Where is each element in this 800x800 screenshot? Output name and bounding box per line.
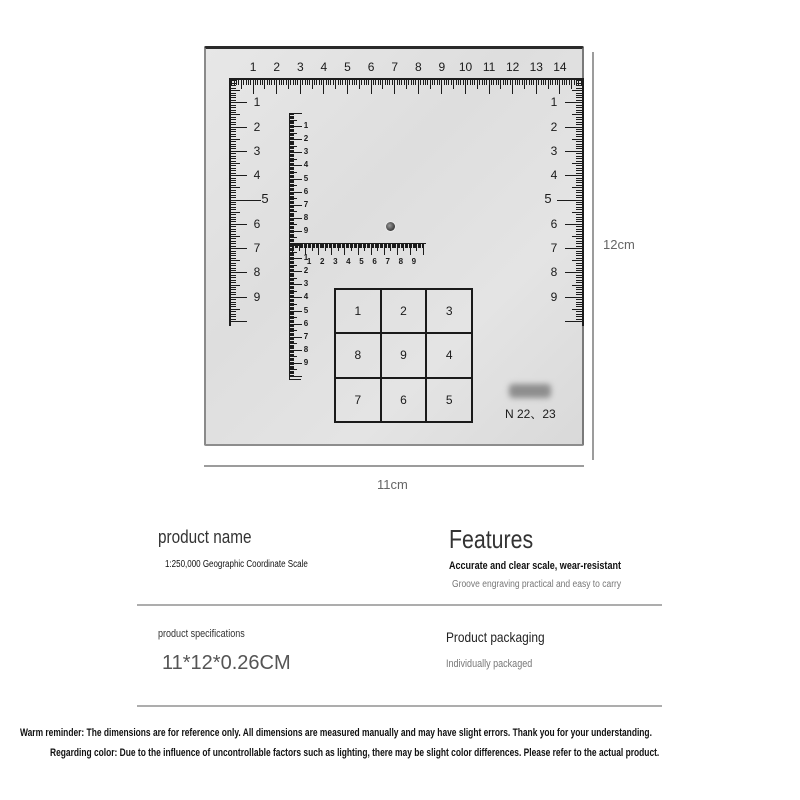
scale-number: 7 — [550, 241, 558, 256]
height-dimension-line — [592, 52, 594, 460]
specifications-value: 11*12*0.26CM — [162, 652, 291, 674]
scale-number: 2 — [303, 134, 309, 144]
scale-number: 4 — [303, 292, 309, 302]
scale-number: 10 — [458, 60, 473, 74]
scale-number: 3 — [303, 279, 309, 289]
packaging-heading: Product packaging — [446, 629, 545, 645]
scale-number: 8 — [253, 265, 261, 280]
feature-line-2: Groove engraving practical and easy to carry — [452, 579, 622, 590]
scale-number: 8 — [303, 344, 309, 354]
scale-number: 1 — [303, 253, 309, 263]
scale-number: 8 — [414, 60, 422, 74]
scale-number: 8 — [550, 265, 558, 280]
scale-number: 1 — [249, 60, 257, 74]
scale-number: 2 — [303, 266, 309, 276]
feature-line-1: Accurate and clear scale, wear-resistant — [449, 560, 621, 572]
scale-number: 3 — [550, 143, 558, 158]
grid-3x3 — [334, 288, 473, 423]
scale-number: 9 — [550, 289, 558, 304]
scale-number: 9 — [303, 225, 309, 235]
scale-number: 2 — [253, 119, 261, 134]
grid-cell: 9 — [381, 333, 427, 377]
scale-number: 7 — [303, 199, 309, 209]
scale-number: 5 — [261, 190, 269, 206]
scale-number: 8 — [398, 257, 404, 266]
scale-number: 7 — [253, 241, 261, 256]
scale-number: 5 — [544, 190, 552, 206]
scale-number: 6 — [550, 216, 558, 231]
product-name-heading: product name — [158, 527, 252, 547]
scale-number: 6 — [253, 216, 261, 231]
scale-number: 14 — [553, 60, 567, 74]
grid-cell: 8 — [335, 333, 381, 377]
scale-number: 12 — [506, 60, 520, 74]
divider — [137, 604, 662, 606]
scale-number: 7 — [391, 60, 399, 74]
packaging-value: Individually packaged — [446, 658, 533, 670]
scale-number: 4 — [303, 160, 309, 170]
width-dimension-line — [204, 465, 584, 467]
scale-number: 5 — [344, 60, 351, 74]
scale-number: 4 — [253, 168, 261, 183]
scale-number: 5 — [359, 257, 364, 266]
grid-cell: 2 — [381, 289, 427, 333]
grid-cell: 1 — [335, 289, 381, 333]
scale-number: 3 — [253, 143, 261, 158]
scale-number: 4 — [346, 257, 351, 266]
scale-number: 11 — [482, 60, 496, 74]
height-dimension-label: 12cm — [603, 237, 635, 252]
grid-cell: 6 — [381, 378, 427, 422]
scale-number: 9 — [411, 257, 417, 266]
scale-number: 1 — [253, 95, 261, 110]
grid-cell: 7 — [335, 378, 381, 422]
scale-number: 3 — [303, 147, 309, 157]
blurred-brand-mark — [509, 384, 551, 398]
scale-number: 6 — [367, 60, 375, 74]
features-heading: Features — [449, 524, 534, 554]
scale-number: 13 — [529, 60, 543, 74]
scale-number: 8 — [303, 212, 309, 222]
scale-number: 1 — [550, 95, 558, 110]
width-dimension-label: 11cm — [377, 477, 408, 492]
scale-number: 5 — [303, 305, 309, 315]
scale-number: 5 — [303, 173, 309, 183]
scale-number: 9 — [303, 357, 309, 367]
scale-number: 9 — [438, 60, 446, 74]
scale-number: 7 — [385, 257, 390, 266]
scale-number: 2 — [319, 257, 325, 266]
scale-number: 6 — [372, 257, 377, 266]
scale-number: 4 — [320, 60, 328, 74]
divider — [137, 705, 662, 707]
scale-number: 6 — [303, 318, 309, 328]
grid-cell: 5 — [426, 378, 472, 422]
grid-cell: 3 — [426, 289, 472, 333]
scale-number: 3 — [296, 60, 304, 74]
color-note-text: Regarding color: Due to the influence of uncontrollable factors such as lighting, there may be slight color differences. Please refer to the actual product. — [50, 747, 660, 759]
warm-reminder-text: Warm reminder: The dimensions are for reference only. All dimensions are measured manually and may have slight errors. Thank you for your understanding. — [20, 727, 652, 739]
specifications-heading: product specifications — [158, 628, 245, 640]
scale-number: 2 — [550, 119, 558, 134]
scale-number: 7 — [303, 331, 309, 341]
scale-number: 1 — [303, 121, 309, 131]
grid-cell: 4 — [426, 333, 472, 377]
scale-number: 1 — [306, 257, 312, 266]
center-pin-icon — [386, 222, 395, 231]
product-name-value: 1:250,000 Geographic Coordinate Scale — [165, 559, 308, 570]
scale-number: 4 — [550, 168, 558, 183]
scale-number: 3 — [333, 257, 338, 266]
scale-number: 6 — [303, 186, 309, 196]
scale-number: 2 — [273, 60, 281, 74]
scale-code-label: N 22、23 — [505, 407, 556, 421]
scale-number: 9 — [253, 289, 261, 304]
